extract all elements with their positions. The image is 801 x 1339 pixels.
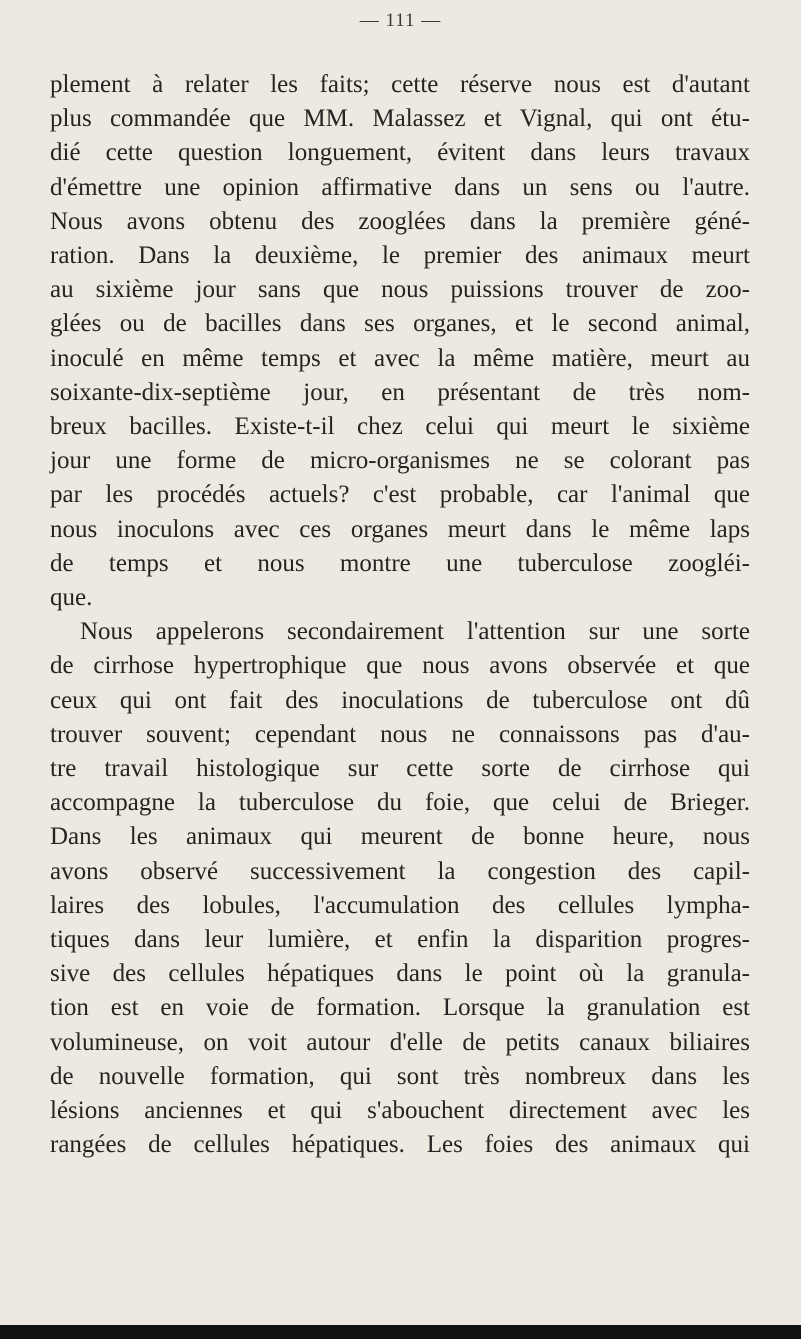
text-line: de temps et nous montre une tuberculose zoogléi- xyxy=(50,549,750,577)
text-line: tion est en voie de formation. Lorsque la granulation est xyxy=(50,994,750,1022)
text-line: accompagne la tuberculose du foie, que celui de Brieger. xyxy=(50,789,750,817)
text-line: trouver souvent; cependant nous ne connaissons pas d'au- xyxy=(50,720,750,748)
text-line: inoculé en même temps et avec la même matière, meurt au xyxy=(50,344,750,372)
text-line: plus commandée que MM. Malassez et Vignal, qui ont étu- xyxy=(50,105,750,133)
text-line: d'émettre une opinion affirmative dans un sens ou l'autre. xyxy=(50,173,750,201)
text-line: au sixième jour sans que nous puissions trouver de zoo- xyxy=(50,276,750,304)
text-line: laires des lobules, l'accumulation des cellules lympha- xyxy=(50,891,750,919)
text-line: glées ou de bacilles dans ses organes, et le second animal, xyxy=(50,310,750,338)
text-line: Nous avons obtenu des zooglées dans la première géné- xyxy=(50,207,750,235)
text-line: plement à relater les faits; cette réserve nous est d'autant xyxy=(50,71,750,98)
paragraph-2 xyxy=(50,615,750,1162)
text-line: de nouvelle formation, qui sont très nombreux dans les xyxy=(50,1062,750,1090)
text-line: jour une forme de micro-organismes ne se colorant pas xyxy=(50,447,750,475)
text-line: sive des cellules hépatiques dans le point où la granula- xyxy=(50,960,750,988)
text-line: soixante-dix-septième jour, en présentant de très nom- xyxy=(50,378,750,406)
text-line: breux bacilles. Existe-t-il chez celui qui meurt le sixième xyxy=(50,413,750,441)
text-line: ceux qui ont fait des inoculations de tuberculose ont dû xyxy=(50,686,750,714)
paragraph-1 xyxy=(50,68,750,615)
text-line: lésions anciennes et qui s'abouchent directement avec les xyxy=(50,1097,750,1125)
text-line: par les procédés actuels? c'est probable, car l'animal que xyxy=(50,481,750,509)
text-line: volumineuse, on voit autour d'elle de petits canaux biliaires xyxy=(50,1028,750,1056)
page-number: — 111 — xyxy=(359,10,442,31)
text-line: que. xyxy=(50,584,93,612)
text-line: Dans les animaux qui meurent de bonne heure, nous xyxy=(50,823,750,851)
text-line: tiques dans leur lumière, et enfin la disparition progres- xyxy=(50,926,750,954)
text-line: Nous appelerons secondairement l'attention sur une sorte xyxy=(80,618,750,646)
text-line: ration. Dans la deuxième, le premier des animaux meurt xyxy=(50,242,750,270)
scan-edge-band xyxy=(0,1325,801,1339)
text-line: rangées de cellules hépatiques. Les foies des animaux qui xyxy=(50,1131,750,1159)
text-line: dié cette question longuement, évitent dans leurs travaux xyxy=(50,139,750,167)
text-line: avons observé successivement la congestion des capil- xyxy=(50,857,750,885)
text-line: nous inoculons avec ces organes meurt dans le même laps xyxy=(50,515,750,543)
text-line: de cirrhose hypertrophique que nous avons observée et que xyxy=(50,652,750,680)
body-text xyxy=(50,68,750,1163)
text-line: tre travail histologique sur cette sorte de cirrhose qui xyxy=(50,755,750,783)
